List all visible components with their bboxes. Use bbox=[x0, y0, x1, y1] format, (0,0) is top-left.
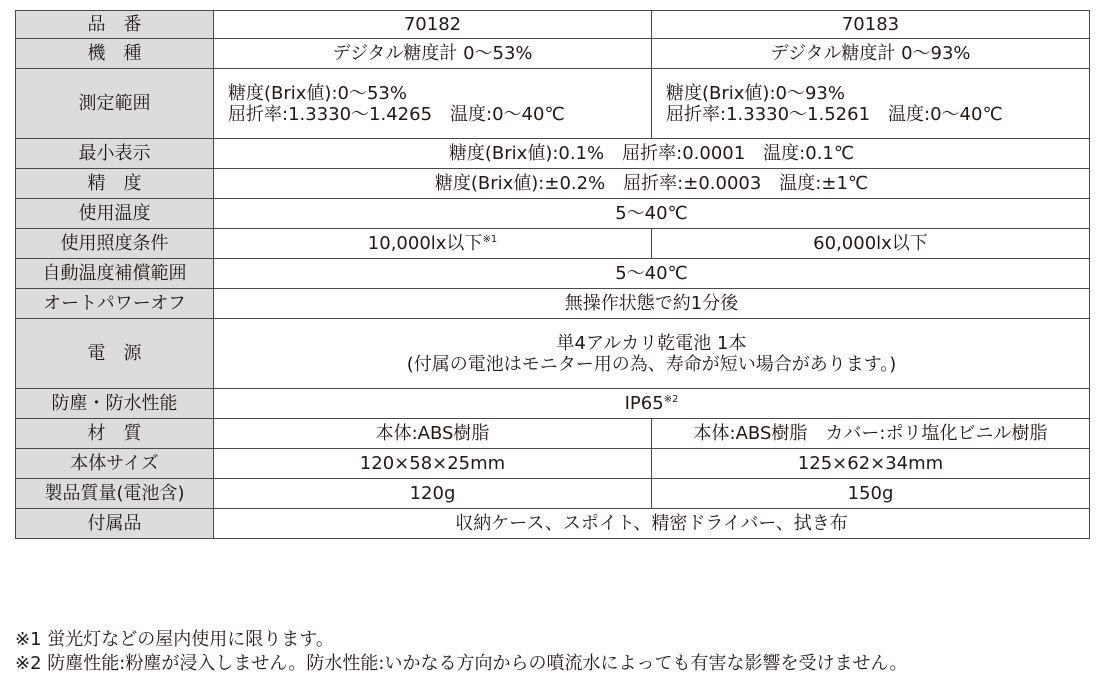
value-line bbox=[220, 173, 1083, 194]
value-text: 60,000lx以下 bbox=[813, 233, 928, 254]
row-label-text: 品番 bbox=[87, 14, 160, 35]
row-label-text: 製品質量(電池含) bbox=[44, 483, 185, 504]
value-cell bbox=[214, 39, 652, 69]
value-line bbox=[220, 263, 1083, 284]
row-label bbox=[16, 169, 214, 199]
value-text: 糖度(Brix値):0〜93% bbox=[666, 82, 845, 104]
table-row bbox=[16, 449, 1090, 479]
value-cell bbox=[214, 289, 1090, 319]
row-label bbox=[16, 229, 214, 259]
footnote-2: ※2 防塵性能:粉塵が浸入しません。防水性能:いかなる方向からの噴流水によっても有害な影響を受けません。 bbox=[15, 653, 908, 674]
row-label bbox=[16, 389, 214, 419]
value-line bbox=[658, 483, 1083, 504]
footnote-1: ※1 蛍光灯などの屋内使用に限ります。 bbox=[15, 629, 334, 650]
value-cell bbox=[652, 69, 1090, 139]
row-label bbox=[16, 39, 214, 69]
value-text: IP65 bbox=[624, 393, 664, 414]
row-label bbox=[16, 259, 214, 289]
value-line bbox=[666, 104, 1083, 125]
value-text: 150g bbox=[847, 483, 894, 504]
value-cell bbox=[214, 229, 652, 259]
table-row bbox=[16, 39, 1090, 69]
value-text: 屈折率:1.3330〜1.4265 温度:0〜40℃ bbox=[228, 103, 565, 125]
value-cell bbox=[214, 169, 1090, 199]
row-label-text: 防塵・防水性能 bbox=[51, 393, 178, 414]
value-line bbox=[220, 333, 1083, 354]
value-text: デジタル糖度計 0〜93% bbox=[770, 43, 971, 64]
row-label bbox=[16, 11, 214, 39]
row-label bbox=[16, 509, 214, 539]
footnotes bbox=[15, 628, 1095, 676]
row-label bbox=[16, 419, 214, 449]
value-cell bbox=[214, 319, 1090, 389]
value-line bbox=[658, 233, 1083, 254]
table-row bbox=[16, 69, 1090, 139]
row-label-text: 使用温度 bbox=[78, 203, 151, 224]
table-row bbox=[16, 229, 1090, 259]
value-cell bbox=[214, 479, 652, 509]
row-label-text: オートパワーオフ bbox=[43, 293, 186, 314]
value-line bbox=[658, 453, 1083, 474]
value-cell bbox=[214, 139, 1090, 169]
value-text: 5〜40℃ bbox=[615, 203, 688, 224]
table-row bbox=[16, 11, 1090, 39]
table-row bbox=[16, 389, 1090, 419]
value-cell bbox=[652, 479, 1090, 509]
value-text: 糖度(Brix値):±0.2% 屈折率:±0.0003 温度:±1℃ bbox=[434, 173, 869, 194]
row-label-text: 精度 bbox=[87, 173, 160, 194]
value-text: (付属の電池はモニター用の為、寿命が短い場合があります。) bbox=[406, 353, 897, 375]
row-label-text: 材質 bbox=[87, 423, 160, 444]
value-cell bbox=[214, 11, 652, 39]
row-label bbox=[16, 69, 214, 139]
value-cell bbox=[214, 449, 652, 479]
value-line bbox=[658, 14, 1083, 35]
value-line bbox=[220, 453, 645, 474]
value-line bbox=[666, 83, 1083, 104]
value-cell bbox=[652, 419, 1090, 449]
row-label-text: 測定範囲 bbox=[78, 93, 151, 114]
row-label bbox=[16, 289, 214, 319]
value-cell bbox=[214, 509, 1090, 539]
row-label-text: 電源 bbox=[87, 343, 160, 364]
value-line bbox=[220, 423, 645, 444]
value-text: 収納ケース、スポイト、精密ドライバー、拭き布 bbox=[455, 513, 848, 534]
row-label bbox=[16, 139, 214, 169]
table-row bbox=[16, 139, 1090, 169]
table-row bbox=[16, 509, 1090, 539]
row-label-text: 本体サイズ bbox=[70, 453, 159, 474]
table-row bbox=[16, 169, 1090, 199]
value-cell bbox=[214, 389, 1090, 419]
value-text: 糖度(Brix値):0〜53% bbox=[228, 82, 407, 104]
value-line bbox=[228, 83, 645, 104]
row-label bbox=[16, 199, 214, 229]
value-line bbox=[220, 233, 645, 254]
row-label bbox=[16, 449, 214, 479]
table-row bbox=[16, 479, 1090, 509]
value-line bbox=[220, 143, 1083, 164]
value-line bbox=[220, 293, 1083, 314]
footnote-marker: ※2 bbox=[663, 394, 679, 405]
value-line bbox=[658, 423, 1083, 444]
table-row bbox=[16, 199, 1090, 229]
spec-table bbox=[15, 10, 1090, 539]
value-text: 125×62×34mm bbox=[797, 453, 944, 474]
value-text: 本体:ABS樹脂 カバー:ポリ塩化ビニル樹脂 bbox=[693, 423, 1048, 444]
row-label-text: 機種 bbox=[87, 43, 160, 64]
value-line bbox=[220, 203, 1083, 224]
value-cell bbox=[652, 229, 1090, 259]
value-line bbox=[220, 393, 1083, 414]
value-text: 無操作状態で約1分後 bbox=[564, 293, 739, 314]
value-cell bbox=[214, 69, 652, 139]
spec-table-body bbox=[16, 11, 1090, 539]
value-text: 120g bbox=[409, 483, 456, 504]
row-label-text: 自動温度補償範囲 bbox=[42, 263, 187, 284]
value-text: 本体:ABS樹脂 bbox=[375, 423, 490, 444]
value-text: 糖度(Brix値):0.1% 屈折率:0.0001 温度:0.1℃ bbox=[448, 143, 855, 164]
value-line bbox=[220, 14, 645, 35]
table-row bbox=[16, 289, 1090, 319]
table-row bbox=[16, 419, 1090, 449]
row-label bbox=[16, 479, 214, 509]
value-cell bbox=[652, 11, 1090, 39]
value-text: 屈折率:1.3330〜1.5261 温度:0〜40℃ bbox=[666, 103, 1003, 125]
value-line bbox=[658, 43, 1083, 64]
value-text: 120×58×25mm bbox=[359, 453, 506, 474]
value-text: デジタル糖度計 0〜53% bbox=[332, 43, 533, 64]
value-line bbox=[220, 483, 645, 504]
table-row bbox=[16, 319, 1090, 389]
row-label bbox=[16, 319, 214, 389]
value-line bbox=[220, 354, 1083, 375]
value-text: 単4アルカリ乾電池 1本 bbox=[556, 332, 747, 354]
value-line bbox=[228, 104, 645, 125]
value-cell bbox=[214, 199, 1090, 229]
value-cell bbox=[214, 419, 652, 449]
row-label-text: 付属品 bbox=[87, 513, 142, 534]
value-text: 70182 bbox=[403, 14, 462, 35]
value-cell bbox=[652, 449, 1090, 479]
spec-table-container bbox=[15, 10, 1089, 539]
value-cell bbox=[652, 39, 1090, 69]
value-text: 70183 bbox=[841, 14, 900, 35]
row-label-text: 使用照度条件 bbox=[60, 233, 169, 254]
value-text: 5〜40℃ bbox=[615, 263, 688, 284]
value-text: 10,000lx以下 bbox=[367, 233, 483, 254]
value-line bbox=[220, 43, 645, 64]
footnote-marker: ※1 bbox=[482, 234, 498, 245]
row-label-text: 最小表示 bbox=[78, 143, 151, 164]
value-line bbox=[220, 513, 1083, 534]
table-row bbox=[16, 259, 1090, 289]
value-cell bbox=[214, 259, 1090, 289]
